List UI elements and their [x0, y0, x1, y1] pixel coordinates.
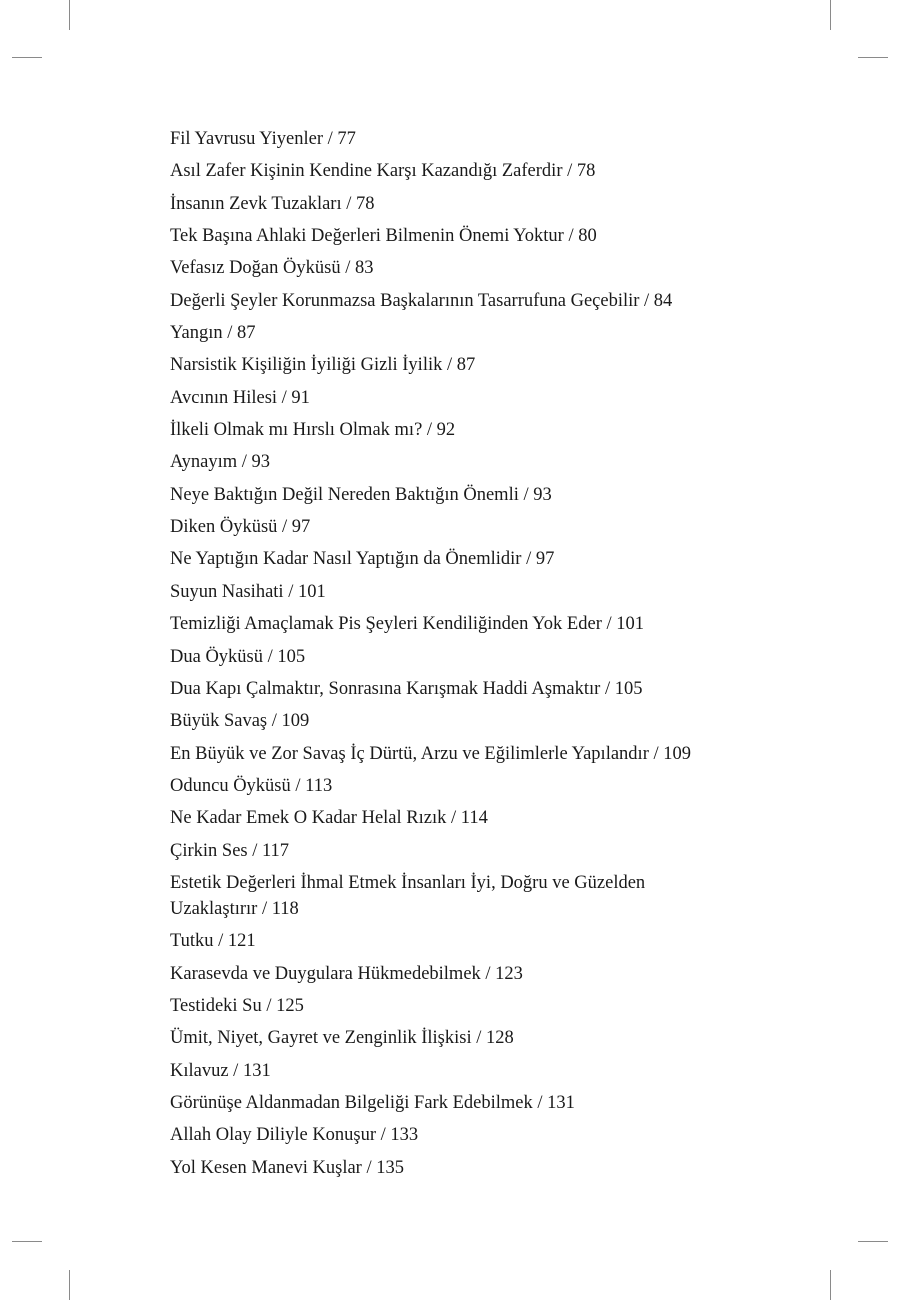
toc-entry: Vefasız Doğan Öyküsü / 83: [170, 258, 374, 279]
toc-entry: Kılavuz / 131: [170, 1060, 271, 1081]
toc-entry: Allah Olay Diliyle Konuşur / 133: [170, 1125, 419, 1146]
toc-entry: Oduncu Öyküsü / 113: [170, 775, 333, 796]
toc-entry: Yangın / 87: [170, 323, 256, 344]
toc-entry: Tutku / 121: [170, 931, 256, 952]
toc-entry: Narsistik Kişiliğin İyiliği Gizli İyilik / 87: [170, 355, 476, 376]
toc-entry: Testideki Su / 125: [170, 995, 304, 1016]
crop-mark-top-right-vertical: [830, 0, 831, 30]
toc-entry: Ümit, Niyet, Gayret ve Zenginlik İlişkisi / 128: [170, 1028, 514, 1049]
crop-mark-top-left-vertical: [69, 0, 70, 30]
toc-entry: Ne Kadar Emek O Kadar Helal Rızık / 114: [170, 808, 488, 829]
crop-mark-bottom-left-vertical: [69, 1270, 70, 1300]
toc-entry: Suyun Nasihati / 101: [170, 581, 326, 602]
toc-entry: Değerli Şeyler Korunmazsa Başkalarının Tasarrufuna Geçebilir / 84: [170, 290, 673, 311]
crop-mark-bottom-right-horizontal: [858, 1241, 888, 1242]
toc-entry: Görünüşe Aldanmadan Bilgeliği Fark Edebilmek / 131: [170, 1092, 575, 1113]
toc-entry: Diken Öyküsü / 97: [170, 517, 311, 538]
toc-entry: Tek Başına Ahlaki Değerleri Bilmenin Önemi Yoktur / 80: [170, 226, 597, 247]
toc-entry: Çirkin Ses / 117: [170, 840, 290, 861]
toc-entry: Aynayım / 93: [170, 452, 271, 473]
table-of-contents: [170, 126, 730, 1187]
toc-entry: İlkeli Olmak mı Hırslı Olmak mı? / 92: [170, 420, 456, 441]
toc-entry: Karasevda ve Duygulara Hükmedebilmek / 123: [170, 963, 523, 984]
toc-entry: Fil Yavrusu Yiyenler / 77: [170, 129, 356, 149]
crop-mark-top-left-horizontal: [12, 57, 42, 58]
toc-entry: Estetik Değerleri İhmal Etmek İnsanları İyi, Doğru ve Güzelden Uzaklaştırır / 118: [170, 872, 646, 919]
toc-entry: En Büyük ve Zor Savaş İç Dürtü, Arzu ve Eğilimlerle Yapılandır / 109: [170, 743, 691, 764]
toc-entry: Asıl Zafer Kişinin Kendine Karşı Kazandığı Zaferdir / 78: [170, 161, 596, 182]
toc-entry: İnsanın Zevk Tuzakları / 78: [170, 193, 375, 214]
toc-entry: Ne Yaptığın Kadar Nasıl Yaptığın da Önemlidir / 97: [170, 549, 555, 570]
crop-mark-bottom-left-horizontal: [12, 1241, 42, 1242]
crop-mark-bottom-right-vertical: [830, 1270, 831, 1300]
toc-entry: Büyük Savaş / 109: [170, 711, 310, 732]
toc-entry: Temizliği Amaçlamak Pis Şeyleri Kendiliğinden Yok Eder / 101: [170, 614, 644, 635]
toc-entry: Avcının Hilesi / 91: [170, 387, 310, 408]
crop-mark-top-right-horizontal: [858, 57, 888, 58]
toc-entry: Neye Baktığın Değil Nereden Baktığın Önemli / 93: [170, 484, 552, 505]
toc-entry: Yol Kesen Manevi Kuşlar / 135: [170, 1157, 404, 1178]
toc-entry: Dua Öyküsü / 105: [170, 646, 306, 667]
toc-entry: Dua Kapı Çalmaktır, Sonrasına Karışmak Haddi Aşmaktır / 105: [170, 678, 643, 699]
